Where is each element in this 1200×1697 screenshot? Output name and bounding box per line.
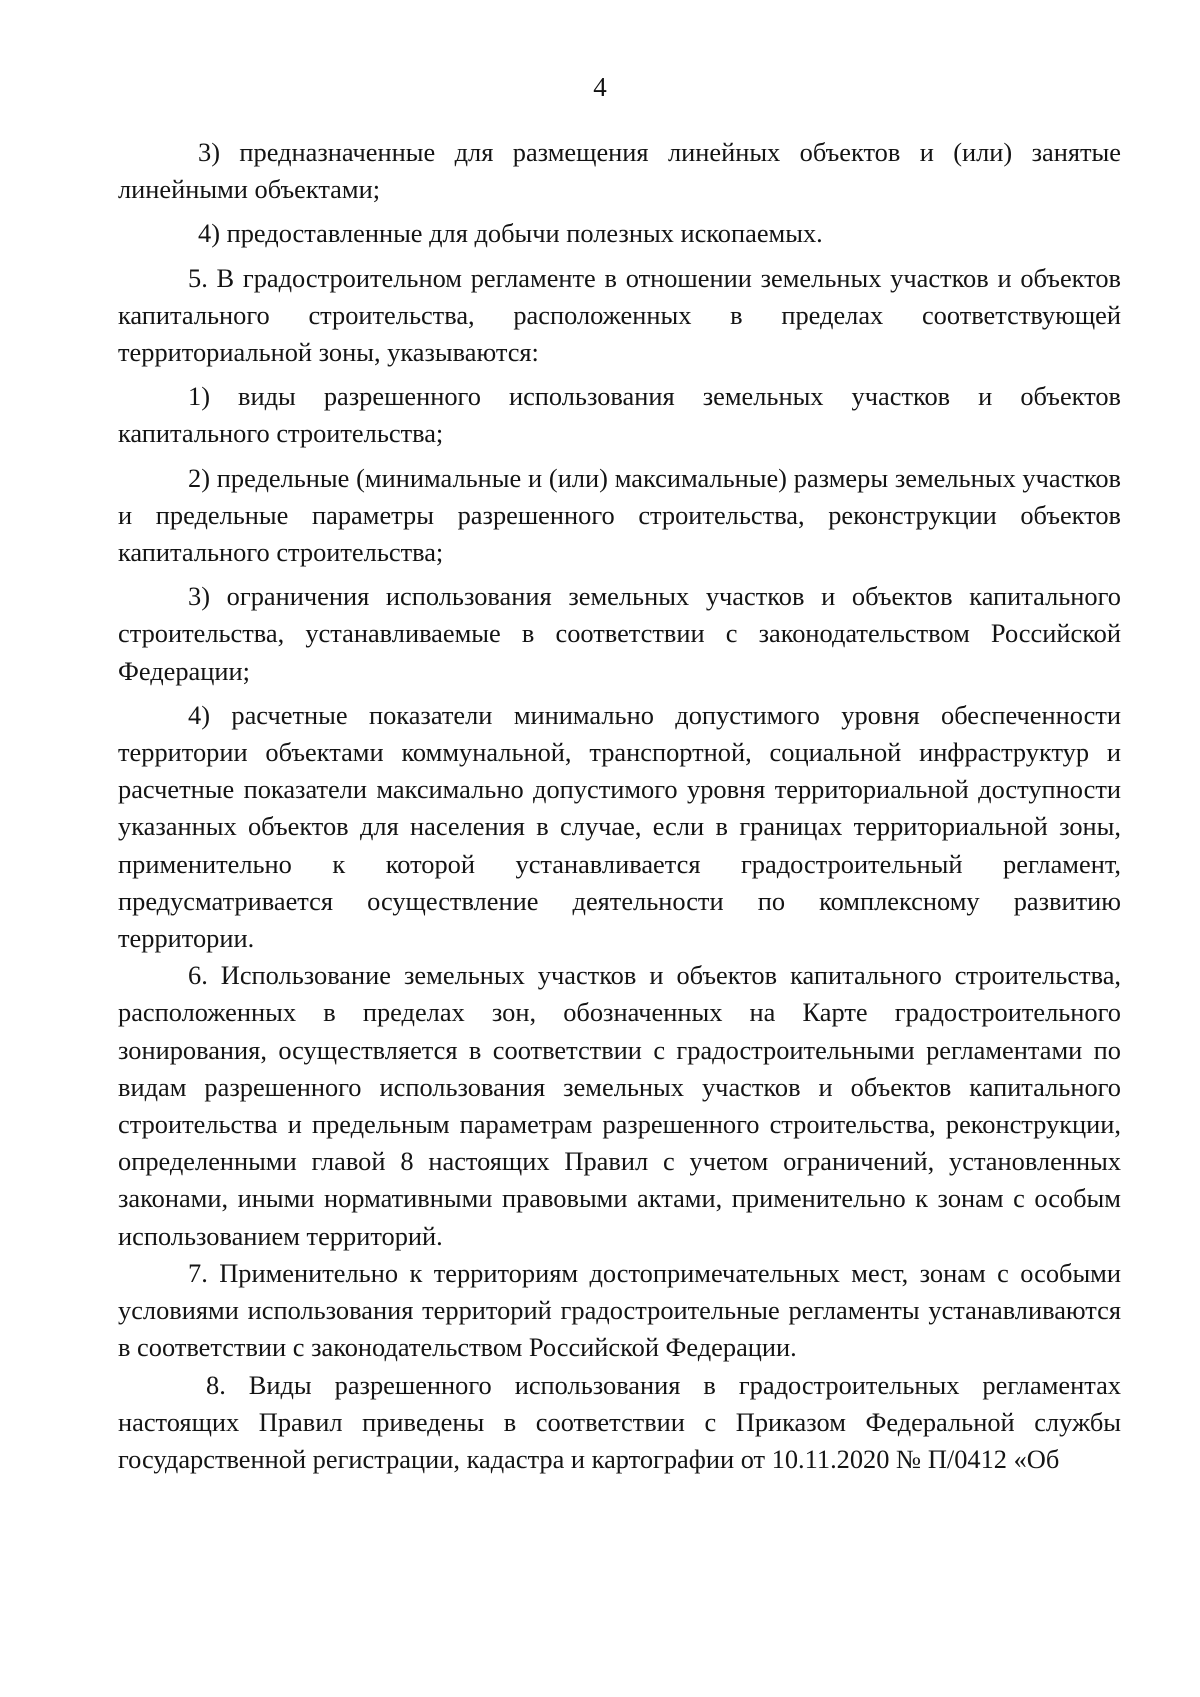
paragraph-6: 6. Использование земельных участков и объектов капитального строительства, расположенных в пределах зон, обозначенных на Карте градостроительного зонирования, осуществляется в соответствии с градостроительными регламентами по видам разрешенного использования земельных участков и объектов капитального строительства и предельным параметрам разрешенного строительства, реконструкции, определенными главой 8 настоящих Правил с учетом ограничений, установленных законами, иными нормативными правовыми актами, применительно к зонам с особым использованием территорий. bbox=[118, 960, 1121, 1251]
list-item-4-calculated-indicators: 4) расчетные показатели минимально допустимого уровня обеспеченности территории объектами коммунальной, транспортной, социальной инфраструктур и расчетные показатели максимально допустимого уровня территориальной доступности указанных объектов для населения в случае, если в границах территориальной зоны, применительно к которой устанавливается градостроительный регламент, предусматривается осуществление деятельности по комплексному развитию территории. bbox=[118, 699, 1121, 954]
document-body bbox=[118, 134, 1121, 1478]
list-item-1-permitted-uses: 1) виды разрешенного использования земельных участков и объектов капитального строительства; bbox=[118, 381, 1121, 449]
paragraph-5: 5. В градостроительном регламенте в отношении земельных участков и объектов капитального строительства, расположенных в пределах соответствующей территориальной зоны, указываются: bbox=[118, 262, 1121, 368]
paragraph-7: 7. Применительно к территориям достопримечательных мест, зонам с особыми условиями использования территорий градостроительные регламенты устанавливаются в соответствии с законодательством Российской Федерации. bbox=[118, 1257, 1121, 1363]
page-number: 4 bbox=[593, 72, 607, 102]
list-item-3-linear-objects: 3) предназначенные для размещения линейных объектов и (или) занятые линейными объектами; bbox=[118, 137, 1121, 205]
list-item-4-mineral-extraction: 4) предоставленные для добычи полезных ископаемых. bbox=[198, 218, 823, 249]
list-item-2-limit-sizes: 2) предельные (минимальные и (или) максимальные) размеры земельных участков и предельные параметры разрешенного строительства, реконструкции объектов капитального строительства; bbox=[118, 462, 1121, 568]
list-item-3-restrictions: 3) ограничения использования земельных участков и объектов капитального строительства, устанавливаемые в соответствии с законодательством Российской Федерации; bbox=[118, 581, 1121, 686]
paragraph-8: 8. Виды разрешенного использования в градостроительных регламентах настоящих Правил приведены в соответствии с Приказом Федеральной службы государственной регистрации, кадастра и картографии от 10.11.2020 № П/0412 «Об bbox=[118, 1369, 1121, 1474]
